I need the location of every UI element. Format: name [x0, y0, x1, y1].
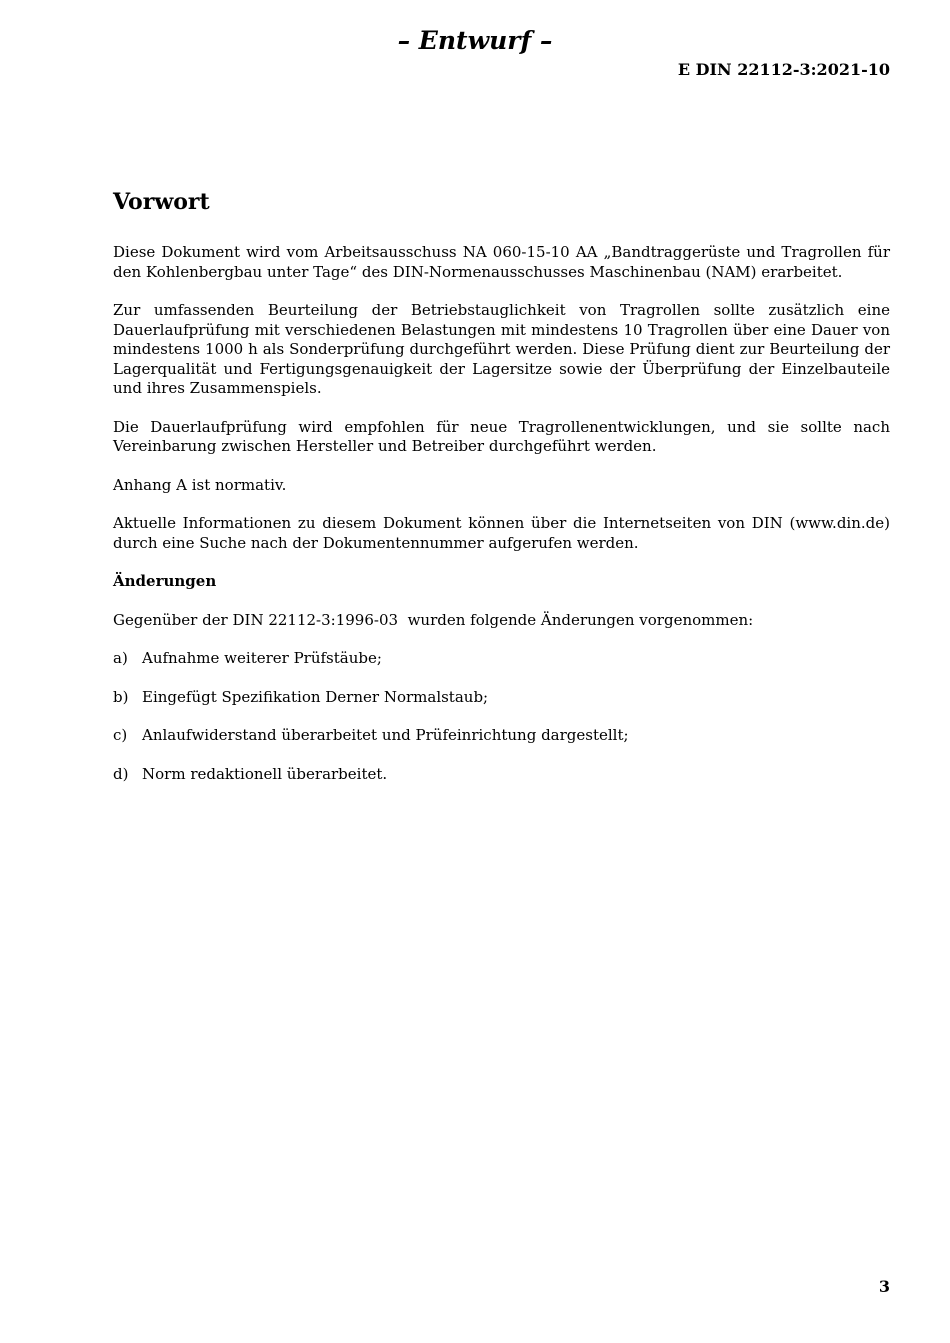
list-marker: b): [113, 687, 129, 706]
list-item: [113, 649, 890, 669]
section-title: Vorwort: [113, 189, 210, 215]
list-item-text: Anlaufwiderstand überarbeitet und Prüfeinrichtung dargestellt;: [142, 726, 629, 744]
paragraph-recommendation: Die Dauerlaufprüfung wird empfohlen für neue Tragrollenentwicklungen, und sie sollte nach Vereinbarung zwischen Hersteller und Betreiber durchgeführt werden.: [113, 417, 890, 455]
changes-list: [113, 649, 890, 784]
list-item: [113, 765, 890, 785]
changes-intro: Gegenüber der DIN 22112-3:1996-03 wurden folgende Änderungen vorgenommen:: [113, 610, 754, 629]
paragraph-information: Aktuelle Informationen zu diesem Dokument können über die Internetseiten von DIN (www.din.de) durch eine Suche nach der Dokumentennummer aufgerufen werden.: [113, 514, 890, 552]
page-content: [113, 187, 890, 803]
page-number: 3: [878, 1277, 890, 1296]
changes-heading: Änderungen: [113, 572, 217, 590]
list-marker: d): [113, 764, 129, 783]
paragraph-endurance-test: Zur umfassenden Beurteilung der Betriebstauglichkeit von Tragrollen sollte zusätzlich eine Dauerlaufprüfung mit verschiedenen Belastungen mit mindestens 10 Tragrollen über eine Dauer von mindestens 1000 h als Sonderprüfung durchgeführt werden. Diese Prüfung dient zur Beurteilung der Lagerqualität und Fertigungsgenauigkeit der Lagersitze sowie der Überprüfung der Einzelbauteile und ihres Zusammenspiels.: [113, 301, 890, 397]
paragraph-committee: Diese Dokument wird vom Arbeitsausschuss NA 060-15-10 AA „Bandtraggerüste und Tragrollen für den Kohlenbergbau unter Tage“ des DIN-Normenausschusses Maschinenbau (NAM) erarbeitet.: [113, 243, 890, 281]
list-marker: c): [113, 726, 128, 744]
list-item-text: Norm redaktionell überarbeitet.: [142, 764, 388, 783]
list-item-text: Aufnahme weiterer Prüfstäube;: [142, 649, 382, 667]
list-item: [113, 726, 890, 746]
list-item-text: Eingefügt Spezifikation Derner Normalstaub;: [142, 687, 489, 706]
document-number: E DIN 22112-3:2021-10: [677, 60, 890, 79]
draft-label: – Entwurf –: [397, 26, 553, 55]
paragraph-annex: Anhang A ist normativ.: [113, 475, 287, 494]
list-marker: a): [113, 649, 128, 667]
list-item: [113, 688, 890, 708]
